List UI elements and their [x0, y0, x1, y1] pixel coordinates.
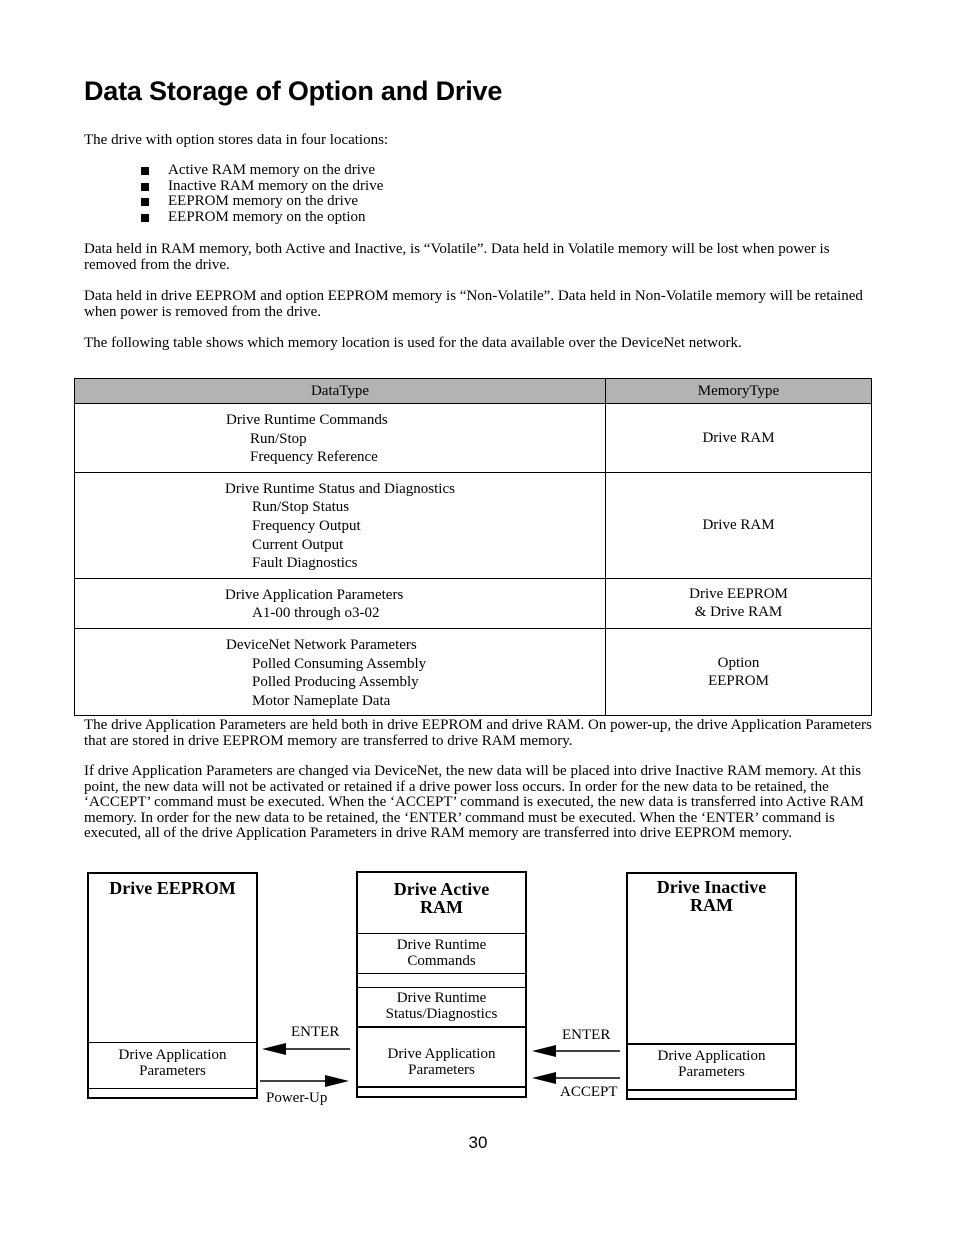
header-datatype: DataType — [75, 379, 606, 404]
list-item-text: EEPROM memory on the option — [168, 209, 366, 226]
list-item-text: Active RAM memory on the drive — [168, 162, 376, 178]
datatype-name: Drive Runtime Status and Diagnostics — [225, 480, 455, 497]
list-item-text: EEPROM memory on the drive — [168, 193, 358, 210]
datatype-item: Polled Consuming Assembly — [252, 655, 427, 672]
page-title: Data Storage of Option and Drive — [84, 76, 503, 106]
drive-eeprom-title: Drive EEPROM — [109, 878, 236, 898]
enter-left-label: ENTER — [291, 1024, 340, 1040]
list-item-text: Inactive RAM memory on the drive — [168, 177, 384, 194]
memorytype-text: EEPROM — [708, 673, 769, 690]
datatype-item: Polled Producing Assembly — [252, 674, 419, 691]
datatype-name: Drive Runtime Commands — [226, 412, 388, 428]
datatype-item: Frequency Output — [252, 517, 361, 534]
intro-text: The drive with option stores data in four locations: — [84, 132, 389, 148]
enter-left-arrow-icon — [262, 1043, 350, 1055]
memorytype-text: Drive EEPROM — [689, 585, 788, 602]
cell-text: Parameters — [408, 1061, 475, 1078]
datatype-item: Motor Nameplate Data — [252, 692, 391, 709]
datatype-item: Frequency Reference — [250, 449, 378, 466]
title-line: RAM — [690, 895, 733, 915]
memorytype-text: Option — [717, 654, 760, 671]
cell-text: Parameters — [678, 1063, 745, 1080]
cell-text: Drive Runtime — [396, 937, 487, 953]
nonvolatile-paragraph: Data held in drive EEPROM and option EEPROM memory is “Non-Volatile”. Data held in Non-Volatile memory will be retained when power is removed from the drive. — [84, 288, 863, 320]
page-number: 30 — [468, 1133, 488, 1152]
cell-text: Drive Application — [657, 1048, 766, 1064]
cell-text: Drive Application — [118, 1047, 227, 1063]
datatype-item: Fault Diagnostics — [252, 555, 358, 572]
cell-text: Parameters — [139, 1062, 206, 1079]
powerup-arrow-icon — [260, 1075, 349, 1087]
memorytype-text: Drive RAM — [702, 516, 775, 533]
datatype-name: DeviceNet Network Parameters — [226, 636, 417, 653]
header-memorytype: MemoryType — [606, 379, 872, 404]
cell-text: Status/Diagnostics — [385, 1005, 498, 1022]
accept-label: ACCEPT — [560, 1084, 618, 1100]
cell-text: Commands — [407, 952, 476, 969]
datatype-item: Current Output — [252, 536, 344, 553]
datatype-item: A1-00 through o3-02 — [252, 605, 380, 622]
devicenet-paragraph: If drive Application Parameters are changed via DeviceNet, the new data will be placed into drive Inactive RAM memory. At this point, the new data will not be activated or retained if a drive power loss occurs. In order for the new data to be retained, the ‘ACCEPT’ command must be executed. When the ‘ACCEPT’ command is executed, the new data is transferred into Active RAM memory. In order for the new data to be retained, the ‘ENTER’ command must be executed. When the ‘ENTER’ command is executed, all of the drive Application Parameters in drive RAM memory are transferred into drive EEPROM memory. — [84, 763, 864, 842]
datatype-name: Drive Application Parameters — [225, 586, 404, 603]
title-line: Drive Active — [393, 879, 490, 899]
memorytype-text: & Drive RAM — [694, 604, 783, 621]
memorytype-text: Drive RAM — [702, 429, 775, 446]
enter-right-label: ENTER — [562, 1027, 611, 1043]
cell-text: Drive Application — [387, 1046, 496, 1062]
title-line: Drive Inactive — [656, 877, 767, 897]
datatype-item: Run/Stop Status — [252, 499, 350, 516]
accept-arrow-icon — [532, 1072, 620, 1084]
volatile-paragraph: Data held in RAM memory, both Active and Inactive, is “Volatile”. Data held in Volatile memory will be lost when power is removed from the drive. — [84, 241, 830, 273]
app-params-paragraph: The drive Application Parameters are held both in drive EEPROM and drive RAM. On power-up, the drive Application Parameters that are stored in drive EEPROM memory are transferred to drive RAM memory. — [84, 717, 872, 749]
enter-right-arrow-icon — [532, 1045, 620, 1057]
powerup-label: Power-Up — [266, 1090, 328, 1106]
datatype-item: Run/Stop — [250, 430, 307, 447]
title-line: RAM — [420, 897, 463, 917]
table-intro-paragraph: The following table shows which memory location is used for the data available over the DeviceNet network. — [84, 335, 742, 351]
cell-text: Drive Runtime — [396, 990, 487, 1006]
